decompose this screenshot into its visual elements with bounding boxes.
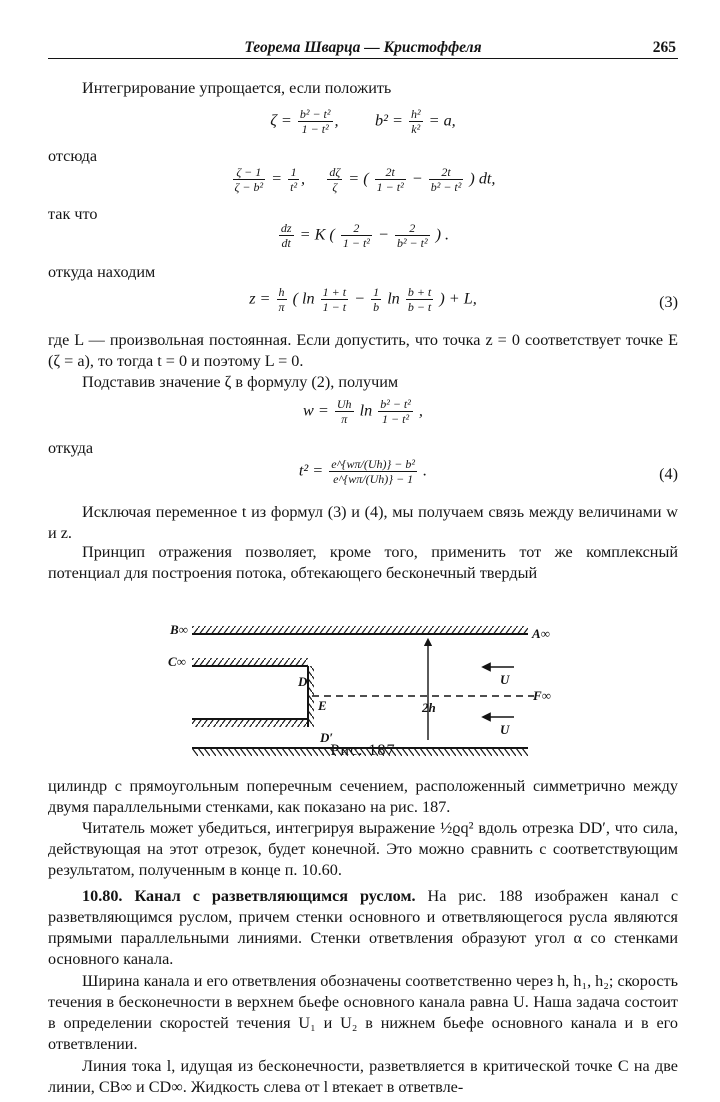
formula-z-of-t [48,286,678,318]
numerator: 2t [375,166,406,180]
formula-text: ) dt, [469,169,496,188]
fraction [371,286,381,314]
section-text: На рис. 188 изображен канал с разветвляющимся руслом, причем стенки основного и ответвляющегося русла являются прямыми параллельными линиями. Стенки ответвления образуют угол α со стенками основного канала. [48,887,679,968]
paragraph-isklyuchaya: Исключая переменное t из формул (3) и (4), мы получаем связь между величинами w и z. [48,503,678,542]
numerator: e^{wπ/(Uh)} − b² [331,457,415,471]
formula-text: = [271,169,283,188]
denominator: ζ [332,180,338,194]
formula-text: ) + L, [439,289,477,308]
formula-text: − [411,169,423,188]
numerator: h [277,286,287,300]
equation-number: (3) [659,293,678,311]
label-b-inf: B∞ [170,622,188,637]
denominator: dt [281,236,291,250]
formula-text: . [423,461,428,480]
word-otkuda: откуда [48,439,94,457]
word-tak-chto: так что [48,205,98,223]
numerator: b² − t² [299,107,331,121]
denominator: 1 − t² [301,122,329,136]
formula-text: ) . [435,225,450,244]
formula-text: b² = [374,111,403,130]
label-c-inf: C∞ [168,654,186,669]
equation-number: (4) [659,465,678,483]
denominator: π [278,300,285,314]
denominator: b² − t² [430,180,462,194]
paragraph-princip: Принцип отражения позволяет, кроме того, применить тот же комплексный потенциал для построения потока, обтекающего бесконечный твердый [48,543,678,582]
formula-dz-dt [48,222,678,254]
formula-text: , [418,401,423,420]
denominator: 1 − t² [382,412,410,426]
word-otsyuda: отсюда [48,147,98,165]
denominator: 1 − t [322,300,347,314]
running-title: Теорема Шварца — Кристоффеля [244,39,482,56]
formula-text: = K ( [299,225,335,244]
fraction [409,108,423,136]
denominator: ζ − b² [234,180,264,194]
fraction [341,222,372,250]
denominator: 1 − t² [342,236,370,250]
formula-zeta-definition [48,108,678,140]
paragraph-section-10-80 [48,886,678,970]
numerator: 1 [288,166,299,180]
fraction [277,286,287,314]
numerator: Uh [336,397,352,411]
paragraph-shirina: Ширина канала и его ответвления обозначены соответственно через h, h₁, h₂; скорость течения в бесконечности в верхнем бьефе основного канала равна U. Наша задача состоит в определении скоростей течения U₁ и U₂ в нижнем бьефе основного канала и в его ответвлении. [48,972,679,1053]
formula-text: − [354,289,366,308]
numerator: 2 [341,222,372,236]
fraction [327,166,342,194]
numerator: 1 [373,285,380,299]
fraction [378,398,413,426]
figure-caption: Рис. 187 [330,741,396,759]
formula-text: = a, [428,111,456,130]
numerator: b + t [407,285,432,299]
label-a-inf: A∞ [532,626,550,641]
label-d: D [298,674,308,689]
figure-187 [48,588,678,758]
denominator: e^{wπ/(Uh)} − 1 [333,472,414,486]
formula-w-of-t [48,398,678,430]
cylinder-upper-wall [192,658,308,666]
fraction [406,286,433,314]
paragraph-liniya: Линия тока l, идущая из бесконечности, разветвляется в критической точке C на две линии, CB∞ и CD∞. Жидкость слева от l втекает в ответвле- [48,1057,678,1096]
formula-text: , [301,169,306,188]
fraction [288,166,299,194]
denominator: k² [411,122,421,136]
label-u-bottom: U [500,722,510,737]
formula-text: z = [249,289,271,308]
numerator: h² [410,107,421,121]
formula-text: ln [387,289,400,308]
label-u-top: U [500,672,510,687]
formula-text: ( ln [292,289,315,308]
denominator: π [341,412,348,426]
numerator: 2 [395,222,430,236]
fraction [298,108,333,136]
formula-t-squared [48,458,678,490]
numerator: b² − t² [380,397,411,411]
running-header [48,34,678,59]
numerator: 1 + t [322,285,347,299]
section-title: 10.80. Канал с разветвляющимся руслом. [82,887,416,905]
figure-187-drawing [48,588,678,758]
top-wall [192,626,528,634]
fraction [279,222,294,250]
denominator: t² [290,180,298,194]
denominator: 1 − t² [376,180,404,194]
fraction [329,458,417,486]
paragraph-integration: Интегрирование упрощается, если положить [82,79,392,97]
denominator: b [373,300,380,314]
formula-dzeta [48,166,678,198]
fraction [321,286,348,314]
formula-text: t² = [298,461,324,480]
label-f-inf: F∞ [533,688,551,703]
formula-text: w = [303,401,329,420]
paragraph-chitatel: Читатель может убедиться, интегрируя выражение ½ϱq² вдоль отрезка DD′, что сила, действующая на этот отрезок, будет конечной. Это можно сравнить с соответствующим результатом, полученным в конце п. 10.60. [48,819,678,879]
cylinder-lower-wall [192,719,308,727]
label-2h: 2h [422,700,436,715]
numerator: 2t [429,166,464,180]
page-number: 265 [652,39,676,56]
fraction [335,398,354,426]
paragraph-cilindr: цилиндр с прямоугольным поперечным сечением, расположенный симметрично между двумя параллельными стенками, как показано на рис. 187. [48,777,678,816]
fraction [395,222,430,250]
numerator: ζ − 1 [233,166,266,180]
paragraph-gde: где L — произвольная постоянная. Если допустить, что точка z = 0 соответствует точке E (ζ = a), то тогда t = 0 и поэтому L = 0. [48,331,678,370]
fraction [429,166,464,194]
label-d-prime: D′ [320,730,334,745]
fraction [233,166,266,194]
label-e: E [318,698,327,713]
formula-text: = ( [348,169,369,188]
fraction [375,166,406,194]
numerator: dz [280,221,292,235]
paragraph-podstaviv: Подставив значение ζ в формулу (2), получим [82,373,399,391]
formula-text: , [334,111,339,130]
formula-text: ln [359,401,373,420]
word-otkuda-nakhodim: откуда находим [48,263,156,281]
numerator: dζ [329,165,341,179]
formula-text: − [377,225,389,244]
denominator: b − t [407,300,432,314]
formula-text: ζ = [270,111,292,130]
denominator: b² − t² [396,236,428,250]
